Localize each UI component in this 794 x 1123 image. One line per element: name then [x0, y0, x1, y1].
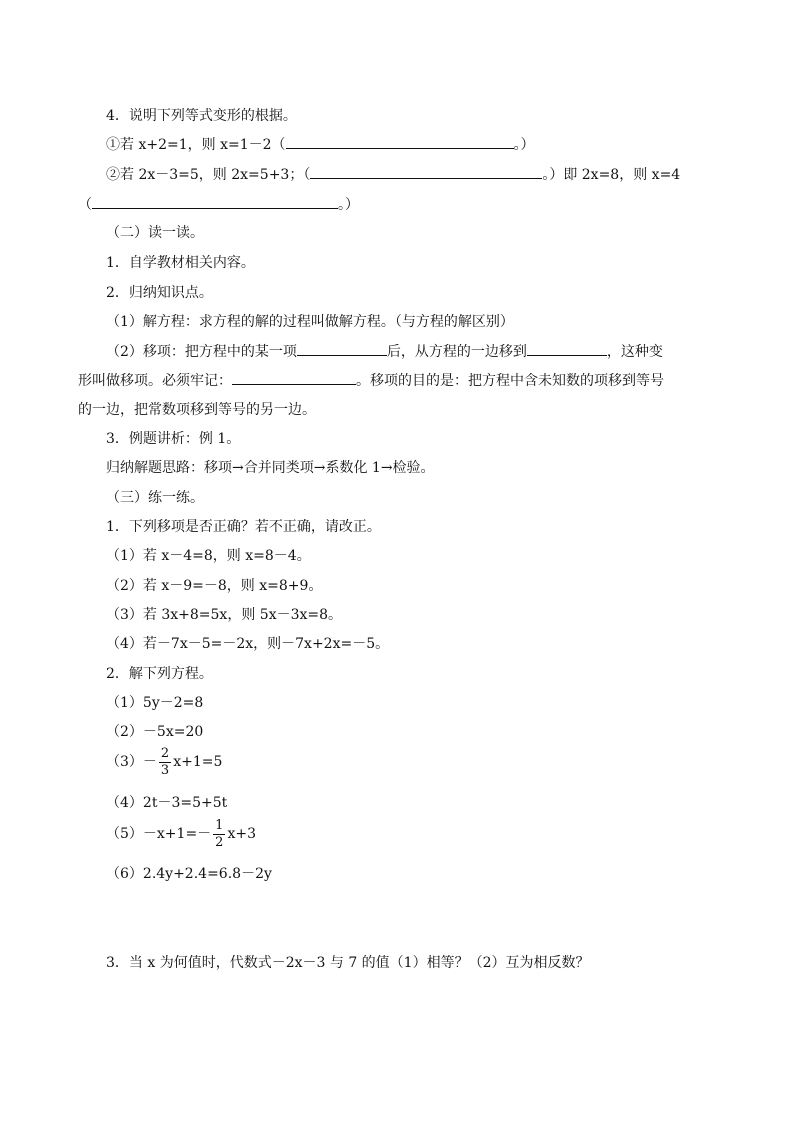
fraction-two-thirds — [159, 746, 171, 779]
answer-blank-2[interactable] — [310, 164, 542, 179]
s3-q1-1: （1）若 x－4=8，则 x=8－4。 — [106, 548, 311, 564]
s2-point-2-b: 后，从方程的一边移到 — [386, 344, 527, 360]
s3-q1: 1．下列移项是否正确？若不正确，请改正。 — [106, 519, 381, 535]
s3-q2: 2．解下列方程。 — [106, 666, 213, 682]
answer-blank-6[interactable] — [232, 370, 356, 385]
q4-line-2 — [106, 164, 680, 184]
s2-point-4: 的一边，把常数项移到等号的另一边。 — [78, 402, 316, 418]
fraction-denominator: 3 — [160, 762, 170, 778]
section-2-heading: （二）读一读。 — [106, 225, 204, 241]
s3-q2-4: （4）2t－3=5+5t — [106, 795, 228, 811]
s3-q2-3-post: x+1=5 — [173, 754, 223, 770]
q4-line-2-mid: 。）即 2x=8，则 x=4 — [542, 167, 681, 183]
s3-q2-6: （6）2.4y+2.4=6.8－2y — [106, 866, 272, 882]
s2-point-2-c: ，这种变 — [606, 344, 663, 360]
s3-q2-2: （2）－5x=20 — [106, 724, 204, 740]
answer-blank-5[interactable] — [527, 341, 607, 356]
s3-q1-3: （3）若 3x+8=5x，则 5x－3x=8。 — [106, 607, 343, 623]
q4-line-2-text: ②若 2x－3=5，则 2x=5+3；（ — [106, 167, 311, 183]
answer-blank-1[interactable] — [286, 134, 514, 149]
s3-q2-1: （1）5y－2=8 — [106, 695, 204, 711]
s2-point-2 — [106, 341, 663, 361]
answer-blank-4[interactable] — [297, 341, 387, 356]
s2-point-3-b: 。移项的目的是：把方程中含未知数的项移到等号 — [356, 373, 664, 389]
s2-item-3: 3．例题讲析：例 1。 — [106, 431, 241, 447]
section-3-heading: （三）练一练。 — [106, 490, 204, 506]
s3-q1-2: （2）若 x－9=－8，则 x=8+9。 — [106, 578, 323, 594]
fraction-numerator: 2 — [160, 745, 170, 761]
s3-q2-5-pre: （5）－x+1=－ — [106, 826, 212, 842]
s3-q2-5 — [106, 812, 256, 856]
q4-line-3 — [78, 194, 359, 214]
s2-summary: 归纳解题思路：移项→合并同类项→系数化 1→检验。 — [106, 460, 435, 476]
q4-line-1-text: ①若 x+2=1，则 x=1－2（ — [106, 137, 286, 153]
s2-item-1: 1．自学教材相关内容。 — [106, 255, 255, 271]
fraction-denominator: 2 — [215, 834, 224, 850]
q4-line-3-open: （ — [78, 197, 92, 213]
s2-point-3-a: 形叫做移项。必须牢记： — [78, 373, 232, 389]
q4-line-1 — [106, 134, 535, 154]
s2-item-2: 2．归纳知识点。 — [106, 285, 213, 301]
s2-point-1: （1）解方程：求方程的解的过程叫做解方程。（与方程的解区别） — [106, 314, 514, 330]
s3-q1-4: （4）若－7x－5=－2x，则－7x+2x=－5。 — [106, 636, 390, 652]
q4-line-1-end: 。） — [513, 137, 535, 153]
fraction-one-half — [213, 818, 225, 851]
answer-blank-3[interactable] — [92, 194, 338, 209]
s3-q3: 3．当 x 为何值时，代数式－2x－3 与 7 的值（1）相等？（2）互为相反数？ — [106, 955, 590, 971]
fraction-numerator: 1 — [215, 817, 224, 833]
q4-line-3-end: 。） — [338, 197, 359, 213]
s2-point-3 — [78, 370, 664, 390]
s2-point-2-a: （2）移项：把方程中的某一项 — [106, 344, 297, 360]
q4-title: 4．说明下列等式变形的根据。 — [106, 108, 297, 124]
s3-q2-5-post: x+3 — [227, 826, 256, 842]
s3-q2-3-pre: （3）－ — [106, 754, 157, 770]
s3-q2-3 — [106, 740, 222, 784]
